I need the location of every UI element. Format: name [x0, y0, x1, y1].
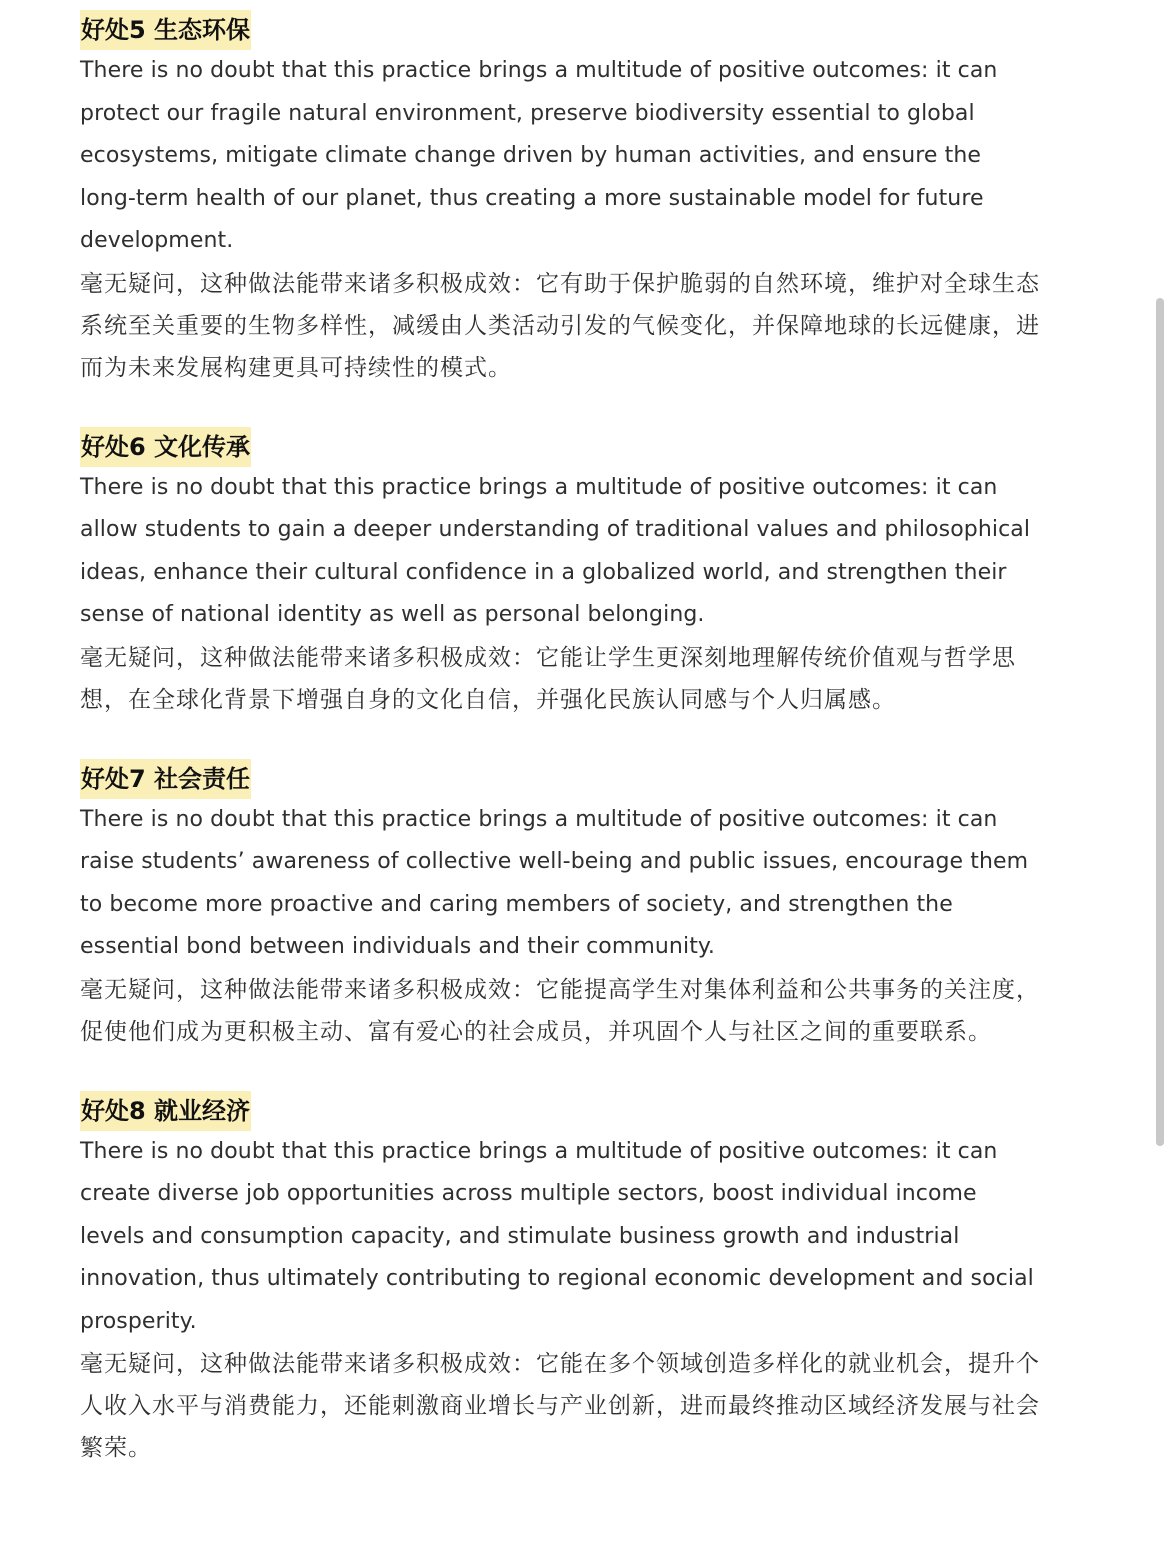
benefit-section-6 [80, 427, 1040, 721]
section-heading: 好处7 社会责任 [80, 759, 251, 799]
english-paragraph: There is no doubt that this practice brings a multitude of positive outcomes: it can protect our fragile natural environment, preserve biodiversity essential to global ecosystems, mitigate climate change driven by human activities, and ensure the long-term health of our planet, thus creating a more sustainable model for future development. [80, 58, 998, 253]
benefit-section-7 [80, 759, 1040, 1053]
benefit-section-5 [80, 10, 1040, 389]
section-heading: 好处5 生态环保 [80, 10, 251, 50]
vertical-scrollbar[interactable] [1156, 298, 1164, 1146]
section-heading: 好处8 就业经济 [80, 1091, 251, 1131]
chinese-paragraph: 毫无疑问，这种做法能带来诸多积极成效：它有助于保护脆弱的自然环境，维护对全球生态系统至关重要的生物多样性，减缓由人类活动引发的气候变化，并保障地球的长远健康，进而为未来发展构建更具可持续性的模式。 [80, 270, 1040, 381]
benefit-section-8 [80, 1091, 1040, 1470]
chinese-paragraph: 毫无疑问，这种做法能带来诸多积极成效：它能让学生更深刻地理解传统价值观与哲学思想，在全球化背景下增强自身的文化自信，并强化民族认同感与个人归属感。 [80, 644, 1016, 713]
english-paragraph: There is no doubt that this practice brings a multitude of positive outcomes: it can allow students to gain a deeper understanding of traditional values and philosophical ideas, enhance their cultural confidence in a globalized world, and strengthen their sense of national identity as well as personal belonging. [80, 474, 1031, 627]
english-paragraph: There is no doubt that this practice brings a multitude of positive outcomes: it can create diverse job opportunities across multiple sectors, boost individual income levels and consumption capacity, and stimulate business growth and industrial innovation, thus ultimately contributing to regional economic development and social prosperity. [80, 1138, 1034, 1334]
english-paragraph: There is no doubt that this practice brings a multitude of positive outcomes: it can raise students’ awareness of collective well-being and public issues, encourage them to become more proactive and caring members of society, and strengthen the essential bond between individuals and their community. [80, 806, 1029, 959]
chinese-paragraph: 毫无疑问，这种做法能带来诸多积极成效：它能提高学生对集体利益和公共事务的关注度，促使他们成为更积极主动、富有爱心的社会成员，并巩固个人与社区之间的重要联系。 [80, 976, 1040, 1045]
section-heading: 好处6 文化传承 [80, 427, 251, 467]
article-content [80, 10, 1040, 1469]
chinese-paragraph: 毫无疑问，这种做法能带来诸多积极成效：它能在多个领域创造多样化的就业机会，提升个人收入水平与消费能力，还能刺激商业增长与产业创新，进而最终推动区域经济发展与社会繁荣。 [80, 1351, 1040, 1461]
